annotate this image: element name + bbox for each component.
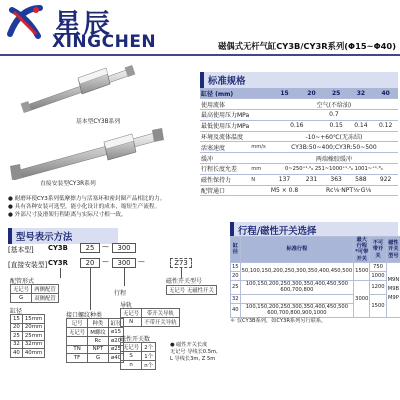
dash-separator: — xyxy=(102,243,109,251)
basic-model-code: CY3B xyxy=(48,244,68,252)
spec-unit: N xyxy=(250,174,270,185)
series-title: 磁偶式无杆气缸CY3B/CY3R系列(Φ15~Φ40) xyxy=(218,41,396,51)
thread-code: 无记号 xyxy=(67,328,88,337)
thread-label: 接口螺纹种类 xyxy=(66,312,103,319)
stroke-max-switch: 1500 xyxy=(354,262,370,280)
spec-unit: mm xyxy=(250,164,270,175)
stroke-row xyxy=(231,280,400,294)
thread-code: TF xyxy=(67,354,88,363)
spec-col-header: 缸径 (mm) xyxy=(200,88,270,99)
piping-label: 配管形式 xyxy=(10,278,35,285)
bore-size: 25mm xyxy=(22,332,44,341)
piping-code: G xyxy=(11,294,32,303)
spec-value: 0.12 xyxy=(373,120,398,131)
stroke-max-noswitch: 1500 xyxy=(370,294,386,317)
thread-type: G xyxy=(88,354,108,363)
spec-row xyxy=(200,185,398,196)
basic-stroke-box: 300 xyxy=(112,243,136,253)
qty-desc: 2个 xyxy=(142,343,156,352)
spec-value: 0.16 xyxy=(270,120,324,131)
spec-row xyxy=(200,120,398,131)
spec-col-header: 15 xyxy=(270,88,299,99)
bore-code: 15 xyxy=(11,315,23,324)
cy3b-caption: 基本型CY3B系列 xyxy=(76,119,121,125)
spec-value: 0.14 xyxy=(349,120,374,131)
spec-unit xyxy=(250,120,270,131)
stroke-row xyxy=(231,262,400,271)
spec-unit: mm/s xyxy=(250,142,270,153)
cy3r-cylinder-image xyxy=(8,122,166,180)
xingchen-logo-icon xyxy=(6,4,44,40)
spec-value: 空气(不给油) xyxy=(270,99,398,110)
spec-row xyxy=(200,131,398,142)
bore-size: 32mm xyxy=(22,340,44,349)
thread-bore: ø25 xyxy=(108,345,124,354)
spec-unit xyxy=(250,153,270,164)
connector-line xyxy=(60,268,61,278)
spec-label: 环境及流体温度 xyxy=(200,131,250,142)
stroke-bore: 40 xyxy=(231,303,241,317)
feature-item: ● 耐磨环使CY3系列低摩擦力与活塞环和密封圈产品相比的力。 xyxy=(8,196,166,202)
spec-value: 137 xyxy=(270,174,299,185)
stroke-std: 100,150,200,250,300,350,400,450,500 600,700,800 xyxy=(240,280,354,294)
spec-label: 缓冲 xyxy=(200,153,250,164)
spec-row xyxy=(200,142,398,153)
spec-value: 922 xyxy=(373,174,398,185)
qty-code: S xyxy=(121,352,142,361)
switch-model: M9P xyxy=(387,295,399,302)
bore-table xyxy=(10,314,45,358)
switch-hint: 无记号 无磁性开关 xyxy=(166,285,217,295)
switch-models xyxy=(386,262,400,317)
spec-value: 0.15 xyxy=(324,120,349,131)
switch-code-box: Z73 xyxy=(170,258,192,268)
guide-code: 无记号 xyxy=(121,309,142,318)
connector-line xyxy=(90,268,91,310)
spec-col-header: 25 xyxy=(324,88,349,99)
direct-model-code: CY3R xyxy=(48,259,68,267)
spec-col-header: 20 xyxy=(299,88,324,99)
features-list xyxy=(8,196,198,219)
stroke-max-noswitch: 750 xyxy=(370,262,386,271)
stroke-row xyxy=(231,294,400,303)
feature-item: ● 外部尺寸及滑架行程距离与实际尺寸相一致。 xyxy=(8,211,127,218)
header-divider xyxy=(0,54,400,56)
stroke-std: 50,100,150,200,250,300,350,400,450,500 xyxy=(240,262,354,280)
qty-desc: n个 xyxy=(142,361,156,370)
spec-label: 磁性保持力 xyxy=(200,174,250,185)
spec-value: 363 xyxy=(324,174,349,185)
direct-type-label: [直接安装型] xyxy=(8,261,48,269)
spec-row xyxy=(200,174,398,185)
ordering-section-header: 型号表示方法 xyxy=(8,228,118,244)
stroke-max-switch: 3000 xyxy=(354,280,370,317)
stroke-table xyxy=(230,236,400,318)
spec-row xyxy=(200,110,398,121)
stroke-bore: 15 xyxy=(232,263,239,270)
bore-label: 缸径 xyxy=(10,308,23,315)
thread-code: TN xyxy=(67,345,88,354)
stroke-label: 行程 xyxy=(114,290,127,297)
switch-label: 磁性开关型号 xyxy=(166,278,203,285)
qty-desc: 1个 xyxy=(142,352,156,361)
direct-stroke-box: 300 xyxy=(112,258,136,268)
piping-desc: 两侧配管 xyxy=(32,285,59,294)
thread-head: 记号 xyxy=(67,319,88,328)
thread-bore: ø20 xyxy=(108,337,124,346)
bore-code: 40 xyxy=(11,349,23,358)
thread-bore: ø15 xyxy=(108,328,124,337)
lead-wire-note: L 导线长3m, Z 5m xyxy=(170,356,216,362)
guide-label: 导轨 xyxy=(120,302,133,309)
spec-col-header: 32 xyxy=(349,88,374,99)
spec-row xyxy=(200,99,398,110)
switch-qty-table xyxy=(120,342,156,370)
bore-code: 25 xyxy=(11,332,23,341)
stroke-bore: 32 xyxy=(232,295,239,302)
spec-value: -10~+60℃(无冻结) xyxy=(270,131,398,142)
feature-item: ● 具有各种安装可选型，能小化设计的成本，缩短生产流程。 xyxy=(8,203,161,210)
lead-wire-note: 无记号 导线长0.5m, xyxy=(170,349,218,355)
stroke-header-row xyxy=(231,237,400,263)
qty-code: n xyxy=(121,361,142,370)
thread-bore: ø40 xyxy=(108,354,124,363)
bore-code: 32 xyxy=(11,340,23,349)
stroke-std xyxy=(240,294,354,303)
cy3b-cylinder-image xyxy=(20,62,138,114)
connector-line xyxy=(124,268,125,286)
bore-size: 15mm xyxy=(22,315,44,324)
stroke-col-header: 磁性开关型号 xyxy=(386,237,400,263)
cy3r-caption: 直接安装型CY3R系列 xyxy=(40,181,96,187)
lead-wire-note: ● 磁性开关长度 xyxy=(170,342,208,348)
spec-unit xyxy=(250,99,270,110)
thread-type: NPT xyxy=(88,345,108,354)
thread-type: Rc xyxy=(88,337,108,346)
switch-model: M9B xyxy=(387,286,400,293)
qty-code: 无记号 xyxy=(121,343,142,352)
stroke-max-noswitch: 1000 xyxy=(371,272,385,279)
direct-bore-box: 20 xyxy=(80,258,100,268)
thread-head: 缸径 xyxy=(108,319,124,328)
thread-type: M螺纹 xyxy=(88,328,108,337)
spec-value: CY3B:50~400;CY3R:50~500 xyxy=(270,142,398,153)
stroke-col-header: 最大行程 *可带开关 xyxy=(355,237,369,262)
spec-table xyxy=(200,88,398,196)
stroke-col-header: 标准行程 xyxy=(240,237,354,263)
basic-type-label: [基本型] xyxy=(8,246,34,254)
spec-unit xyxy=(250,185,270,196)
stroke-bore: 25 xyxy=(231,280,241,294)
stroke-section-header: 行程/磁性开关选择 xyxy=(230,222,398,238)
spec-value: M5 × 0.8 xyxy=(270,187,299,195)
spec-value: 两端橡胶缓冲 xyxy=(270,153,398,164)
spec-label: 最高使用压力MPa xyxy=(200,110,250,121)
spec-label: 活塞速度 xyxy=(200,142,250,153)
brand-name-chinese: 星辰 xyxy=(54,9,112,40)
spec-value: 0~250⁺¹·⁰₀ 251~1000⁺¹·⁴₀ 1001~⁺¹·⁸₀ xyxy=(270,164,398,175)
guide-table xyxy=(120,308,180,327)
spec-label: 配管通口 xyxy=(200,185,250,196)
spec-value: 588 xyxy=(349,174,374,185)
spec-header-row xyxy=(200,88,398,99)
stroke-bore: 20 xyxy=(232,272,239,279)
piping-table xyxy=(10,284,59,303)
dash-separator: — xyxy=(138,258,145,266)
spec-unit xyxy=(250,131,270,142)
stroke-note: ＊ 仅CY3B系列，如CY3R系列另行联系。 xyxy=(230,318,327,324)
spec-value: 0.7 xyxy=(270,110,398,121)
guide-desc: 带开关导轨 xyxy=(142,309,179,318)
guide-code: N xyxy=(121,318,142,327)
spec-col-header: 40 xyxy=(373,88,398,99)
stroke-col-header: 缸径 xyxy=(231,237,241,263)
spec-label: 行程长度允差 xyxy=(200,164,250,175)
lead-wire-notes xyxy=(170,342,230,363)
brand-name-english: XINGCHEN xyxy=(52,32,157,52)
switch-qty-label: 磁性开关数 xyxy=(120,336,151,343)
bore-code: 20 xyxy=(11,323,23,332)
piping-code: 无记号 xyxy=(11,285,32,294)
spec-row xyxy=(200,153,398,164)
spec-section-header: 标准规格 xyxy=(200,72,398,88)
stroke-std: 100,150,200,250,300,350,400,450,500 600,700,800,900,1000 xyxy=(240,303,354,317)
spec-value: Rc⅛·NPT⅛·G⅛ xyxy=(299,185,398,196)
bore-size: 20mm xyxy=(22,323,44,332)
thread-head: 种类 xyxy=(88,319,108,328)
thread-table xyxy=(66,318,124,363)
thread-code xyxy=(67,337,88,346)
spec-label: 最低使用压力MPa xyxy=(200,120,250,131)
piping-desc: 双侧配管 xyxy=(32,294,59,303)
spec-unit xyxy=(250,110,270,121)
stroke-max-noswitch: 1200 xyxy=(370,280,386,294)
spec-row xyxy=(200,164,398,175)
stroke-col-header: 不可带开关 xyxy=(370,237,386,263)
guide-desc: 不带开关导轨 xyxy=(142,318,179,327)
bore-size: 40mm xyxy=(22,349,44,358)
spec-value: 231 xyxy=(299,174,324,185)
basic-bore-box: 25 xyxy=(80,243,100,253)
dash-separator: — xyxy=(102,258,109,266)
switch-model: M9N xyxy=(387,277,400,284)
spec-label: 使用流体 xyxy=(200,99,250,110)
